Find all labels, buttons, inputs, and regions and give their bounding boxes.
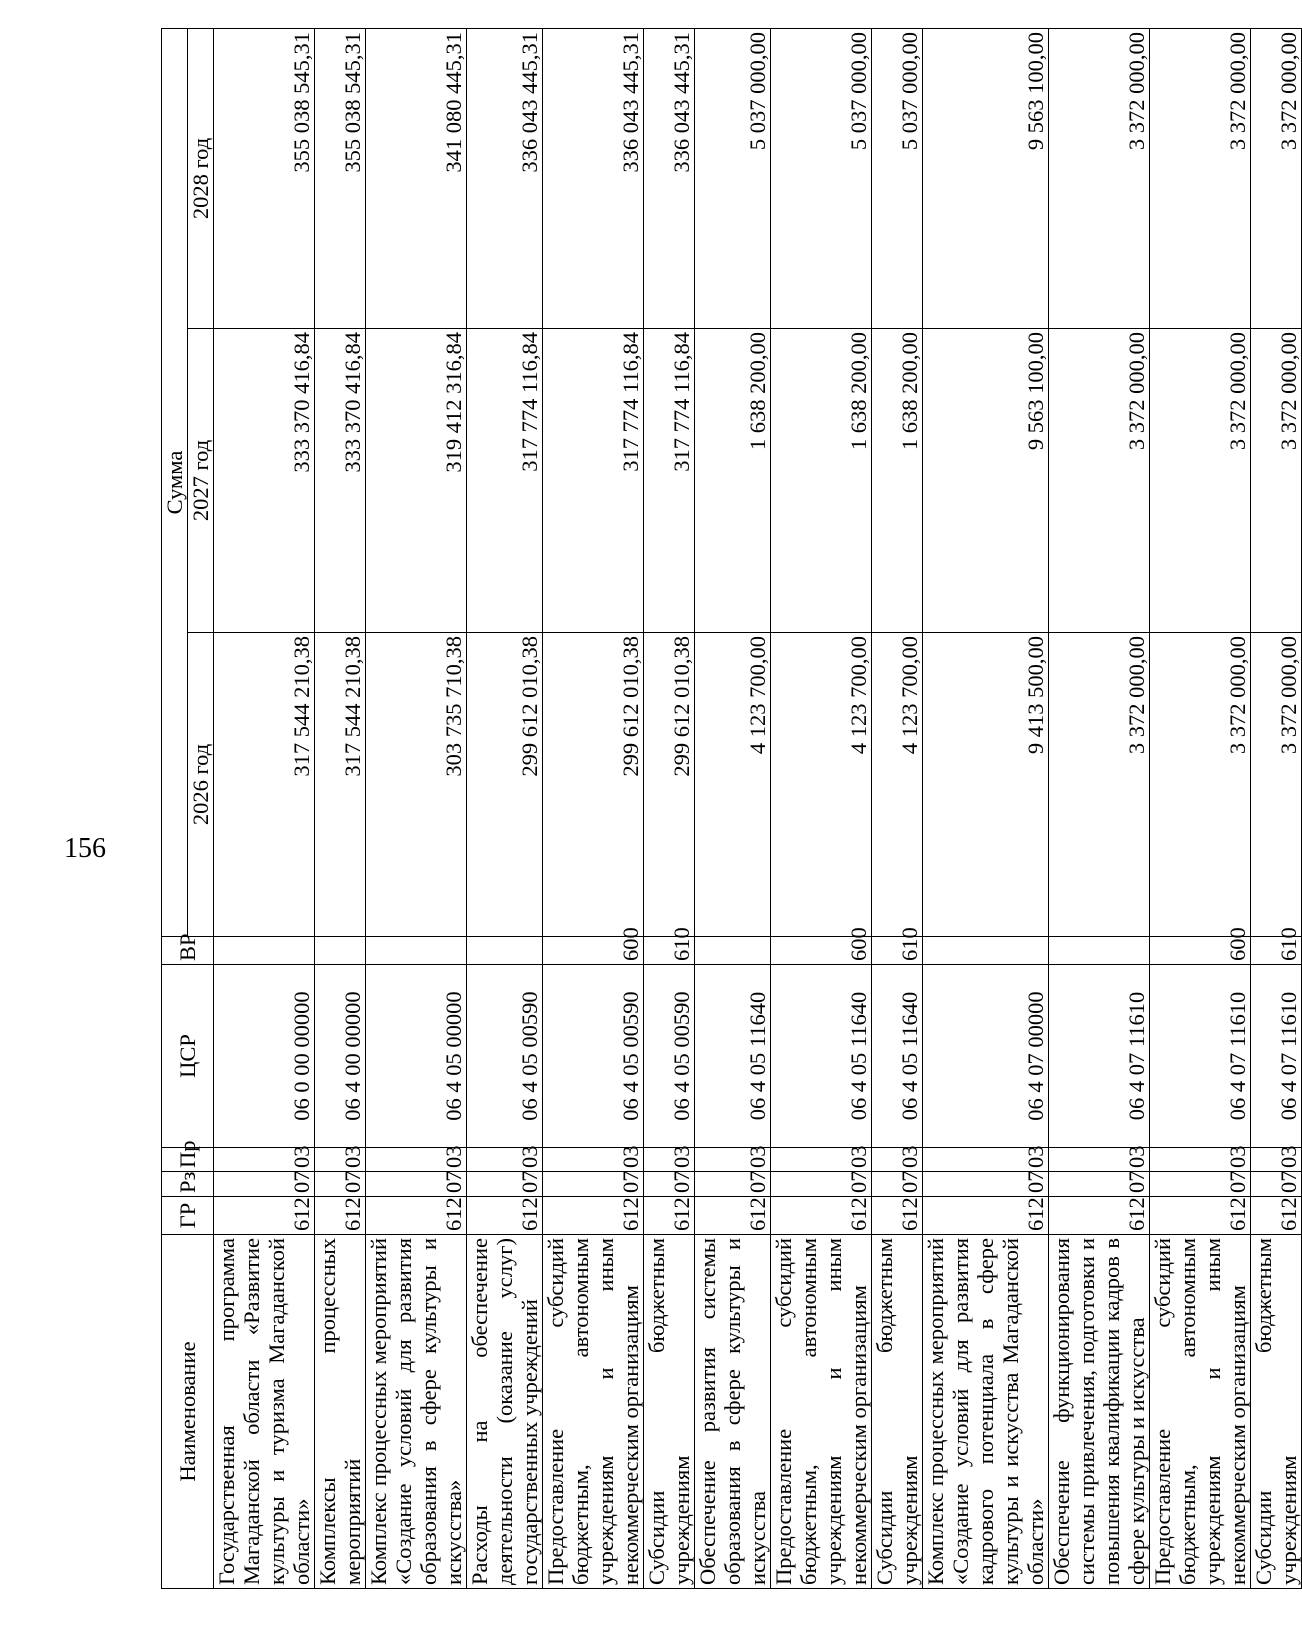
cell-name: Обеспечение развития системы образования в сфере культуры и искусства — [695, 1235, 771, 1589]
cell-2027: 317 774 116,84 — [644, 329, 695, 633]
cell-name: Комплекс процессных мероприятий «Создание условий для развития кадрового потенциала в сфере культуры и искусства Магаданской области» — [923, 1235, 1049, 1589]
cell-rz: 07 — [644, 1172, 695, 1197]
cell-2028: 355 038 545,31 — [315, 28, 366, 328]
cell-name: Субсидии бюджетным учреждениям — [1251, 1235, 1302, 1589]
cell-2026: 4 123 700,00 — [771, 633, 872, 937]
cell-csr: 06 4 05 00590 — [543, 965, 644, 1148]
page-number: 156 — [64, 833, 106, 864]
table-row — [214, 28, 315, 1588]
cell-2026: 317 544 210,38 — [315, 633, 366, 937]
cell-vr: 610 — [1251, 937, 1302, 965]
cell-2028: 355 038 545,31 — [214, 28, 315, 328]
header-name: Наименование — [162, 1235, 214, 1589]
table-row — [366, 28, 467, 1588]
cell-gr: 612 — [872, 1197, 923, 1235]
cell-gr: 612 — [315, 1197, 366, 1235]
cell-2026: 299 612 010,38 — [467, 633, 543, 937]
cell-pr: 03 — [366, 1148, 467, 1172]
cell-rz: 07 — [543, 1172, 644, 1197]
rotated-table-container — [161, 29, 1301, 1589]
cell-2026: 317 544 210,38 — [214, 633, 315, 937]
cell-2027: 1 638 200,00 — [872, 329, 923, 633]
cell-pr: 03 — [1049, 1148, 1150, 1172]
cell-rz: 07 — [872, 1172, 923, 1197]
table-row — [872, 28, 923, 1588]
cell-csr: 06 0 00 00000 — [214, 965, 315, 1148]
table-row — [1150, 28, 1251, 1588]
header-gr: ГР — [162, 1197, 214, 1235]
cell-2027: 3 372 000,00 — [1049, 329, 1150, 633]
cell-csr: 06 4 07 11610 — [1251, 965, 1302, 1148]
cell-name: Субсидии бюджетным учреждениям — [644, 1235, 695, 1589]
table-row — [1251, 28, 1302, 1588]
header-vr: ВР — [162, 937, 214, 965]
header-csr: ЦСР — [162, 965, 214, 1148]
cell-vr — [1049, 937, 1150, 965]
cell-rz: 07 — [695, 1172, 771, 1197]
cell-pr: 03 — [467, 1148, 543, 1172]
table-row — [771, 28, 872, 1588]
cell-pr: 03 — [1251, 1148, 1302, 1172]
cell-vr: 600 — [543, 937, 644, 965]
cell-gr: 612 — [1049, 1197, 1150, 1235]
cell-2026: 4 123 700,00 — [872, 633, 923, 937]
header-rz: Рз — [162, 1172, 214, 1197]
cell-csr: 06 4 05 11640 — [695, 965, 771, 1148]
cell-2027: 319 412 316,84 — [366, 329, 467, 633]
cell-gr: 612 — [467, 1197, 543, 1235]
cell-pr: 03 — [695, 1148, 771, 1172]
table-row — [923, 28, 1049, 1588]
table-row — [1049, 28, 1150, 1588]
cell-gr: 612 — [1251, 1197, 1302, 1235]
cell-name: Комплексы процессных мероприятий — [315, 1235, 366, 1589]
cell-rz: 07 — [214, 1172, 315, 1197]
cell-2028: 5 037 000,00 — [872, 28, 923, 328]
cell-pr: 03 — [1150, 1148, 1251, 1172]
cell-gr: 612 — [644, 1197, 695, 1235]
cell-2028: 3 372 000,00 — [1049, 28, 1150, 328]
cell-csr: 06 4 00 00000 — [315, 965, 366, 1148]
cell-name: Предоставление субсидий бюджетным, автономным учреждениям и иным некоммерческим организациям — [543, 1235, 644, 1589]
cell-gr: 612 — [771, 1197, 872, 1235]
cell-2026: 4 123 700,00 — [695, 633, 771, 937]
cell-2028: 5 037 000,00 — [771, 28, 872, 328]
cell-gr: 612 — [366, 1197, 467, 1235]
table-row — [467, 28, 543, 1588]
cell-2028: 336 043 445,31 — [543, 28, 644, 328]
cell-2026: 299 612 010,38 — [543, 633, 644, 937]
cell-name: Расходы на обеспечение деятельности (оказание услуг) государственных учреждений — [467, 1235, 543, 1589]
cell-vr — [695, 937, 771, 965]
budget-table — [161, 28, 1302, 1589]
cell-2028: 3 372 000,00 — [1251, 28, 1302, 328]
table-row — [315, 28, 366, 1588]
cell-vr — [214, 937, 315, 965]
cell-vr — [366, 937, 467, 965]
cell-gr: 612 — [695, 1197, 771, 1235]
table-row — [543, 28, 644, 1588]
cell-rz: 07 — [1251, 1172, 1302, 1197]
table-body — [214, 28, 1302, 1588]
cell-vr: 610 — [872, 937, 923, 965]
cell-2026: 3 372 000,00 — [1049, 633, 1150, 937]
cell-pr: 03 — [543, 1148, 644, 1172]
cell-csr: 06 4 07 00000 — [923, 965, 1049, 1148]
cell-2028: 5 037 000,00 — [695, 28, 771, 328]
header-2026: 2026 год — [188, 633, 214, 937]
cell-2026: 3 372 000,00 — [1251, 633, 1302, 937]
cell-2027: 3 372 000,00 — [1251, 329, 1302, 633]
cell-name: Государственная программа Магаданской области «Развитие культуры и туризма Магаданской области» — [214, 1235, 315, 1589]
cell-2028: 336 043 445,31 — [467, 28, 543, 328]
cell-2028: 9 563 100,00 — [923, 28, 1049, 328]
cell-pr: 03 — [771, 1148, 872, 1172]
cell-name: Комплекс процессных мероприятий «Создание условий для развития образования в сфере культуры и искусства» — [366, 1235, 467, 1589]
cell-pr: 03 — [872, 1148, 923, 1172]
cell-2028: 3 372 000,00 — [1150, 28, 1251, 328]
cell-rz: 07 — [467, 1172, 543, 1197]
cell-2027: 3 372 000,00 — [1150, 329, 1251, 633]
cell-pr: 03 — [923, 1148, 1049, 1172]
cell-csr: 06 4 07 11610 — [1150, 965, 1251, 1148]
cell-pr: 03 — [214, 1148, 315, 1172]
cell-name: Предоставление субсидий бюджетным, автономным учреждениям и иным некоммерческим организациям — [771, 1235, 872, 1589]
cell-2027: 9 563 100,00 — [923, 329, 1049, 633]
cell-vr: 610 — [644, 937, 695, 965]
cell-2027: 333 370 416,84 — [214, 329, 315, 633]
cell-rz: 07 — [1049, 1172, 1150, 1197]
cell-csr: 06 4 05 11640 — [771, 965, 872, 1148]
cell-vr: 600 — [771, 937, 872, 965]
cell-2026: 303 735 710,38 — [366, 633, 467, 937]
cell-2027: 317 774 116,84 — [467, 329, 543, 633]
cell-vr — [315, 937, 366, 965]
header-sum: Сумма — [162, 28, 188, 936]
cell-vr — [923, 937, 1049, 965]
cell-rz: 07 — [1150, 1172, 1251, 1197]
cell-2027: 1 638 200,00 — [695, 329, 771, 633]
cell-rz: 07 — [315, 1172, 366, 1197]
cell-2028: 341 080 445,31 — [366, 28, 467, 328]
cell-csr: 06 4 05 00590 — [644, 965, 695, 1148]
cell-rz: 07 — [771, 1172, 872, 1197]
cell-2027: 333 370 416,84 — [315, 329, 366, 633]
cell-2027: 317 774 116,84 — [543, 329, 644, 633]
cell-gr: 612 — [543, 1197, 644, 1235]
cell-2026: 299 612 010,38 — [644, 633, 695, 937]
cell-csr: 06 4 05 00590 — [467, 965, 543, 1148]
cell-2027: 1 638 200,00 — [771, 329, 872, 633]
cell-rz: 07 — [923, 1172, 1049, 1197]
cell-gr: 612 — [923, 1197, 1049, 1235]
table-row — [695, 28, 771, 1588]
cell-2026: 3 372 000,00 — [1150, 633, 1251, 937]
cell-pr: 03 — [644, 1148, 695, 1172]
cell-gr: 612 — [214, 1197, 315, 1235]
cell-gr: 612 — [1150, 1197, 1251, 1235]
header-2027: 2027 год — [188, 329, 214, 633]
header-2028: 2028 год — [188, 28, 214, 328]
cell-csr: 06 4 07 11610 — [1049, 965, 1150, 1148]
cell-name: Субсидии бюджетным учреждениям — [872, 1235, 923, 1589]
cell-csr: 06 4 05 11640 — [872, 965, 923, 1148]
header-pr: Пр — [162, 1148, 214, 1172]
cell-2028: 336 043 445,31 — [644, 28, 695, 328]
cell-pr: 03 — [315, 1148, 366, 1172]
cell-csr: 06 4 05 00000 — [366, 965, 467, 1148]
table-row — [644, 28, 695, 1588]
cell-name: Предоставление субсидий бюджетным, автономным учреждениям и иным некоммерческим организациям — [1150, 1235, 1251, 1589]
cell-vr — [467, 937, 543, 965]
cell-rz: 07 — [366, 1172, 467, 1197]
cell-vr: 600 — [1150, 937, 1251, 965]
cell-name: Обеспечение функционирования системы привлечения, подготовки и повышения квалификации кадров в сфере культуры и искусства — [1049, 1235, 1150, 1589]
cell-2026: 9 413 500,00 — [923, 633, 1049, 937]
